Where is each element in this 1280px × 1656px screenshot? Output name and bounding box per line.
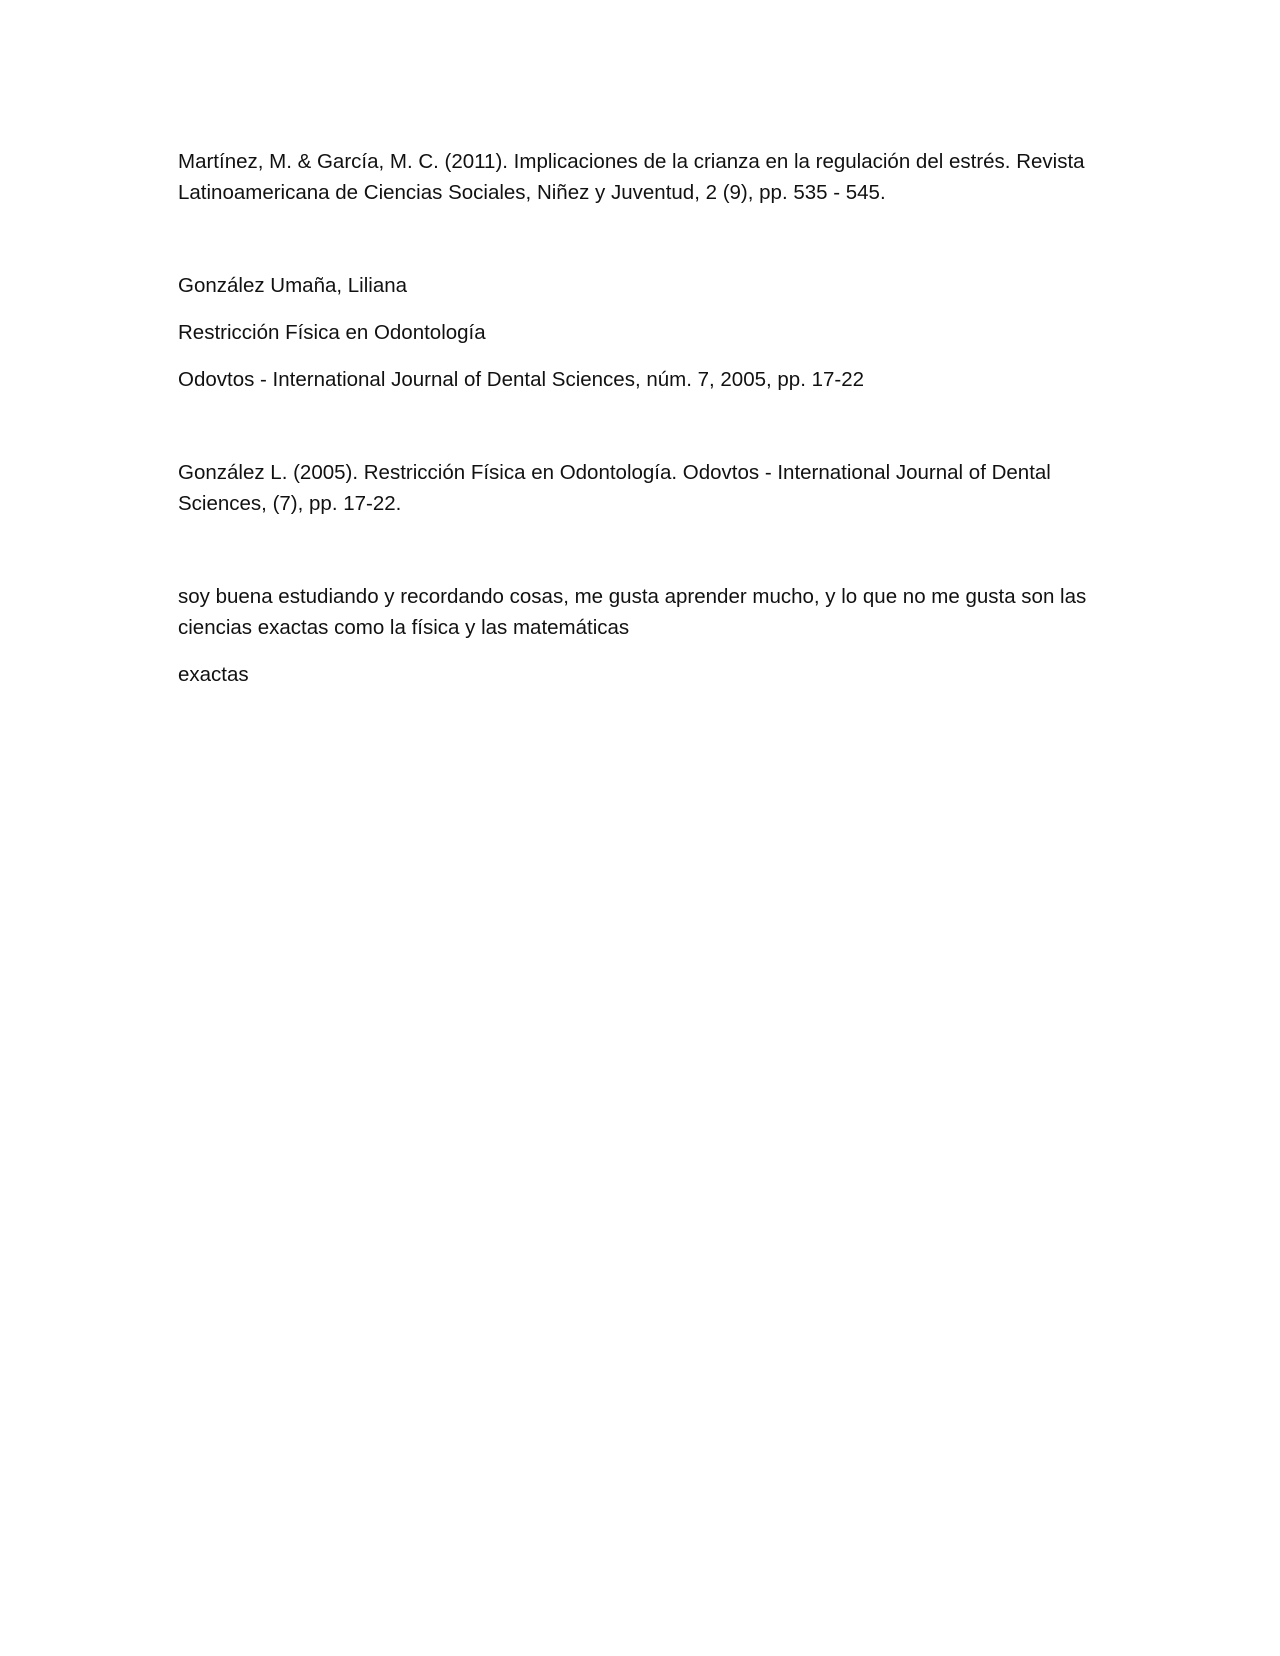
journal-line: Odovtos - International Journal of Dental Sciences, núm. 7, 2005, pp. 17-22 — [178, 368, 865, 391]
document-body[interactable] — [178, 146, 1108, 706]
reference-gonzalez: González L. (2005). Restricción Física en Odontología. Odovtos - International Journal of Dental Sciences, (7), pp. 17-22. — [178, 461, 1051, 515]
blank-line — [178, 224, 1108, 270]
blank-line — [178, 535, 1108, 581]
personal-note: soy buena estudiando y recordando cosas, me gusta aprender mucho, y lo que no me gusta son las ciencias exactas como la física y las matemáticas — [178, 585, 1087, 639]
single-word-line: exactas — [178, 663, 249, 686]
article-title-line: Restricción Física en Odontología — [178, 321, 486, 344]
author-line: González Umaña, Liliana — [178, 274, 408, 297]
reference-martinez-garcia: Martínez, M. & García, M. C. (2011). Implicaciones de la crianza en la regulación del estrés. Revista Latinoamericana de Ciencias Sociales, Niñez y Juventud, 2 (9), pp. 535 - 545. — [178, 150, 1085, 204]
blank-line — [178, 411, 1108, 457]
